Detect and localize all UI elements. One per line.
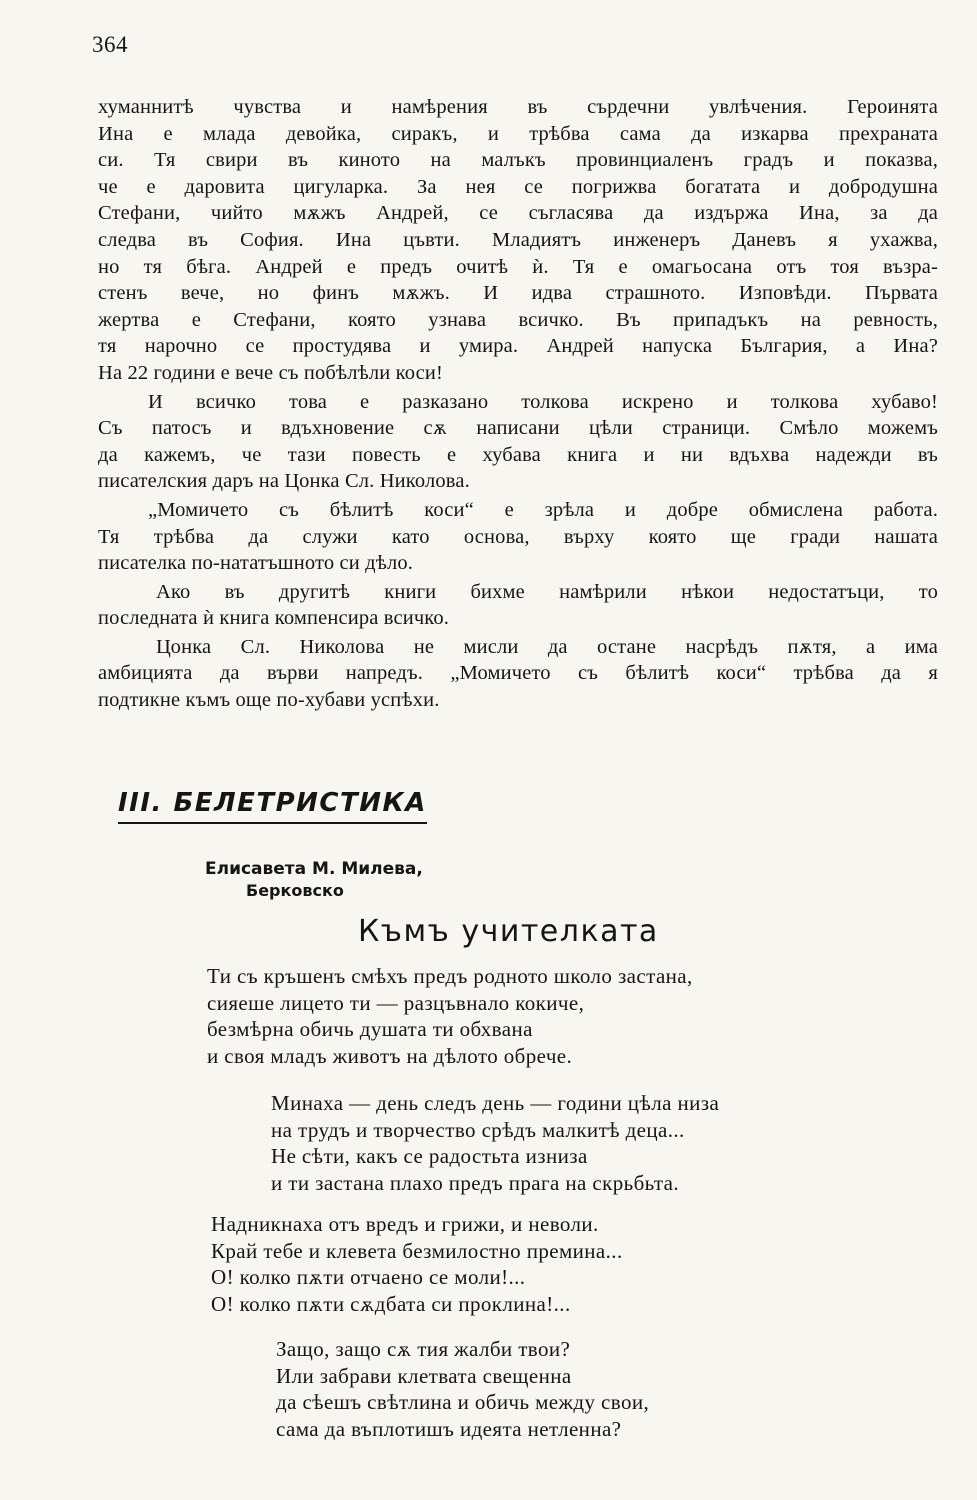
author-place: Берковско	[246, 881, 344, 900]
text-line: Цонка Сл. Николова не мисли да остане насрѣдъ пѫтя, а има	[156, 635, 938, 658]
poem-stanza	[276, 1336, 649, 1442]
poem-line: Край тебе и клевета безмилостно премина...	[211, 1238, 623, 1263]
text-line: хуманнитѣ чувства и намѣрения въ сърдечни увлѣчения. Героинята	[98, 96, 938, 118]
review-text	[98, 94, 938, 714]
poem-line: и своя младъ животъ на дѣлото обрече.	[207, 1043, 573, 1068]
text-line: Съ патосъ и вдъхновение сѫ написани цѣли страници. Смѣло можемъ	[98, 417, 938, 440]
text-line: Ина е млада девойка, сиракъ, и трѣбва сама да изкарва прехраната	[98, 122, 938, 145]
text-line: но тя бѣга. Андрей е предъ очитѣ ѝ. Тя е омагьосана отъ тоя възра-	[98, 255, 938, 278]
paragraph	[98, 389, 938, 495]
poem-line: Или забрави клетвата свещенна	[276, 1363, 572, 1388]
paragraph	[98, 579, 938, 632]
poem-title: Къмъ учителката	[358, 914, 659, 949]
text-line: амбицията да върви напредъ. „Момичето съ бѣлитѣ коси“ трѣбва да я	[98, 662, 938, 685]
poem-line: Защо, защо сѫ тия жалби твои?	[276, 1337, 571, 1361]
text-line: Стефани, чийто мѫжъ Андрей, се съгласява да издържа Ина, за да	[98, 202, 938, 225]
poem-line: Не сѣти, какъ се радостьта изниза	[271, 1144, 588, 1168]
poem-author	[205, 859, 423, 901]
paragraph	[98, 497, 938, 577]
page-number: 364	[92, 32, 128, 57]
author-name: Елисавета М. Милева,	[205, 859, 423, 879]
poem-line: сама да въплотишъ идеята нетленна?	[276, 1416, 622, 1441]
text-line: Тя трѣбва да служи като основа, върху която ще гради нашата	[98, 525, 938, 548]
poem-line: и ти застана плахо предъ прага на скрьбьта.	[271, 1170, 680, 1195]
text-line: да кажемъ, че тази повесть е хубава книга и ни вдъхва надежди въ	[98, 443, 938, 466]
poem-line: на трудъ и творчество срѣдъ малкитѣ деца...	[271, 1117, 685, 1142]
text-line: писателка по-нататъшното си дѣло.	[98, 552, 414, 575]
poem-line: О! колко пѫти отчаено се моли!...	[211, 1265, 526, 1289]
poem-stanza	[271, 1090, 719, 1196]
poem-stanza	[211, 1211, 623, 1317]
paragraph	[98, 94, 938, 387]
text-line: че е даровита цигуларка. За нея се погрижва богатата и добродушна	[98, 175, 938, 198]
text-line: следва въ София. Ина цъвти. Младиятъ инженеръ Даневъ я ухажва,	[98, 228, 938, 251]
text-line: Ако въ другитѣ книги бихме намѣрили нѣкои недостатъци, то	[156, 580, 938, 603]
text-line: жертва е Стефани, която узнава всичко. Въ припадъкъ на ревность,	[98, 308, 938, 331]
paragraph	[98, 634, 938, 714]
poem-line: да сѣешъ свѣтлина и обичь между свои,	[276, 1390, 650, 1414]
poem-line: безмѣрна обичь душата ти обхвана	[207, 1017, 533, 1041]
text-line: писателския даръ на Цонка Сл. Николова.	[98, 470, 470, 493]
text-line: И всичко това е разказано толкова искрено и толкова хубаво!	[148, 390, 938, 413]
poem-line: Минаха — день следъ день — години цѣла низа	[271, 1091, 720, 1115]
section-heading: III. БЕЛЕТРИСТИКА	[118, 788, 427, 824]
text-line: „Момичето съ бѣлитѣ коси“ е зрѣла и добре обмислена работа.	[148, 498, 938, 521]
text-line: стенъ вече, но финъ мѫжъ. И идва страшното. Изповѣди. Първата	[98, 282, 938, 305]
poem-stanza	[207, 963, 693, 1069]
text-line: последната ѝ книга компенсира всичко.	[98, 607, 450, 630]
poem-line: Ти съ кръшенъ смѣхъ предъ родното школо застана,	[207, 964, 693, 988]
text-line: тя нарочно се простудява и умира. Андрей напуска България, а Ина?	[98, 335, 938, 358]
poem-line: О! колко пѫти сѫдбата си проклина!...	[211, 1291, 571, 1316]
poem-line: Надникнаха отъ вредъ и грижи, и неволи.	[211, 1212, 599, 1236]
text-line: подтикне къмъ още по-хубави успѣхи.	[98, 689, 440, 712]
poem-line: сияеше лицето ти — разцъвнало кокиче,	[207, 990, 585, 1015]
text-line: На 22 години е вече съ побѣлѣли коси!	[98, 361, 444, 384]
text-line: си. Тя свири въ киното на малъкъ провинциаленъ градъ и показва,	[98, 149, 938, 172]
